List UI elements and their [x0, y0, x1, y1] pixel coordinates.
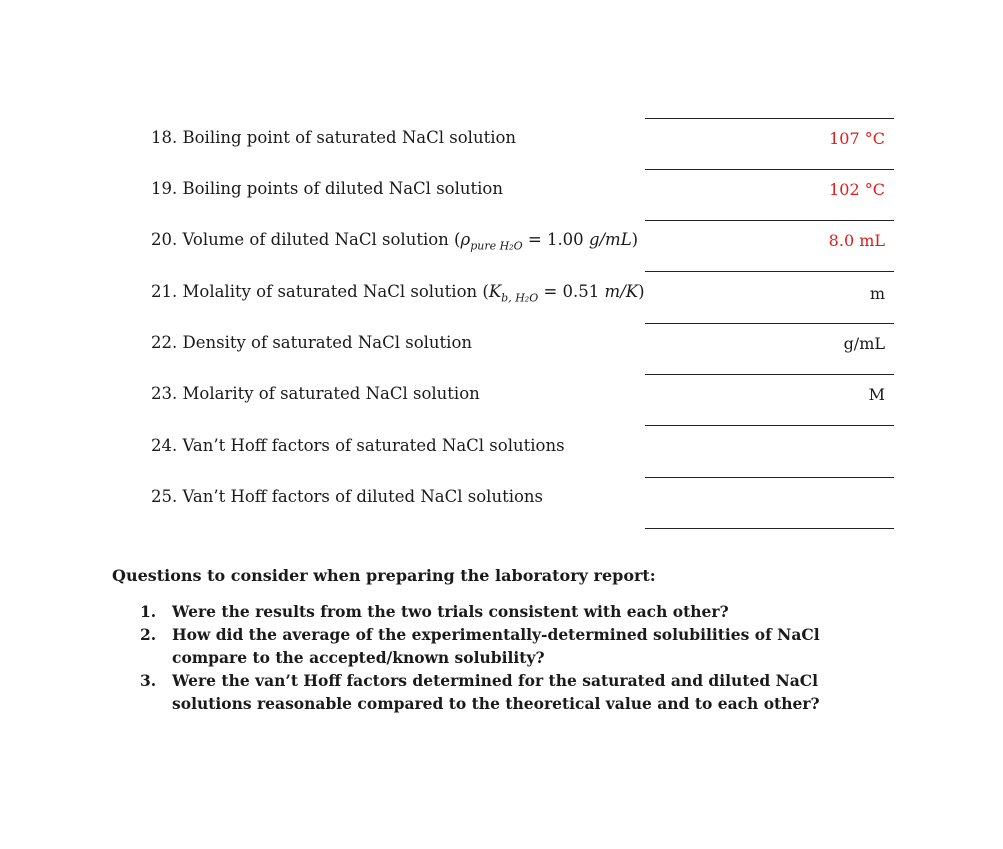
question-text: Were the van’t Hoff factors determined for the saturated and diluted NaCl solutions reasonable compared to the theoretical value and to each other?	[172, 671, 820, 713]
item-19-answer[interactable]: 102 °C	[829, 180, 885, 199]
item-21-unit: m/K	[604, 282, 639, 301]
question-item	[140, 600, 832, 623]
answer-line-25	[645, 528, 894, 529]
item-20-prefix: 20. Volume of diluted NaCl solution (	[151, 230, 461, 249]
item-20-label	[151, 230, 638, 256]
question-number: 2.	[140, 625, 157, 644]
item-22-label: 22. Density of saturated NaCl solution	[151, 333, 473, 352]
item-20-suffix: )	[631, 230, 639, 249]
item-21-label	[151, 282, 645, 308]
item-18-label: 18. Boiling point of saturated NaCl solution	[151, 128, 517, 147]
questions-list	[140, 600, 832, 715]
rho-symbol: ρ	[460, 230, 471, 249]
answer-line-23	[645, 425, 894, 426]
rho-subscript: pure H₂O	[470, 239, 523, 253]
answer-line-20	[645, 271, 894, 272]
item-22-answer[interactable]: g/mL	[843, 334, 885, 353]
item-24-label: 24. Van’t Hoff factors of saturated NaCl solutions	[151, 436, 565, 455]
kb-symbol: K	[488, 282, 502, 301]
item-23-answer[interactable]: M	[868, 385, 885, 404]
kb-subscript: b, H₂O	[501, 291, 539, 305]
item-20-answer[interactable]: 8.0 mL	[828, 231, 885, 250]
questions-heading: Questions to consider when preparing the laboratory report:	[112, 566, 656, 585]
question-number: 1.	[140, 602, 157, 621]
answer-line-19	[645, 220, 894, 221]
question-number: 3.	[140, 671, 157, 690]
item-25-label: 25. Van’t Hoff factors of diluted NaCl solutions	[151, 487, 544, 506]
answer-line-top	[645, 118, 894, 119]
question-text: How did the average of the experimentally-determined solubilities of NaCl compare to the accepted/known solubility?	[172, 625, 820, 667]
item-21-prefix: 21. Molality of saturated NaCl solution (	[151, 282, 489, 301]
item-20-eq: = 1.00	[522, 230, 589, 249]
item-21-suffix: )	[638, 282, 645, 301]
item-21-eq: = 0.51	[538, 282, 605, 301]
answer-line-18	[645, 169, 894, 170]
item-23-label: 23. Molarity of saturated NaCl solution	[151, 384, 480, 403]
item-19-label: 19. Boiling points of diluted NaCl solution	[151, 179, 503, 198]
item-18-answer[interactable]: 107 °C	[829, 129, 885, 148]
question-item	[140, 623, 832, 669]
question-item	[140, 669, 832, 715]
answer-line-24	[645, 477, 894, 478]
item-21-answer[interactable]: m	[869, 284, 885, 303]
question-text: Were the results from the two trials consistent with each other?	[172, 602, 729, 621]
answer-line-22	[645, 374, 894, 375]
item-20-unit: g/mL	[588, 230, 632, 249]
answer-line-21	[645, 323, 894, 324]
